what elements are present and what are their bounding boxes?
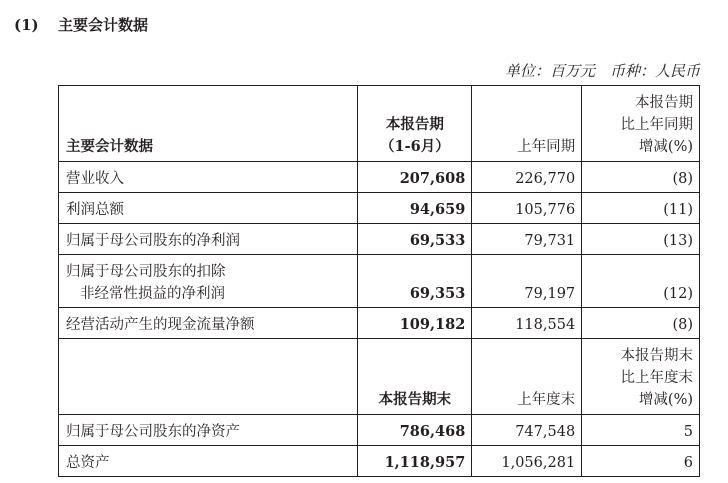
table-subheader-row — [59, 339, 700, 415]
section-heading — [14, 14, 148, 35]
row-current-value: 69,533 — [358, 224, 472, 255]
subheader-change — [582, 339, 700, 415]
row-label: 利润总额 — [59, 193, 358, 224]
table-row — [59, 224, 700, 255]
header-change-line3: 增减(%) — [638, 139, 693, 155]
row-previous-value: 79,731 — [472, 224, 582, 255]
row-current-value: 1,118,957 — [358, 446, 472, 477]
section-number: (1) — [14, 16, 39, 34]
row-current-value: 109,182 — [358, 308, 472, 339]
row-label — [59, 255, 358, 308]
unit-note: 单位：百万元 币种：人民币 — [504, 62, 700, 80]
row-previous-value: 226,770 — [472, 162, 582, 193]
header-previous-period: 上年同期 — [472, 86, 582, 162]
row-current-value: 207,608 — [358, 162, 472, 193]
subheader-change-line2: 比上年度末 — [620, 370, 693, 386]
table-row — [59, 162, 700, 193]
table-row — [59, 308, 700, 339]
header-current-period — [358, 86, 472, 162]
row-label: 经营活动产生的现金流量净额 — [59, 308, 358, 339]
header-change — [582, 86, 700, 162]
header-current-line1: 本报告期 — [385, 116, 444, 133]
row-change-value: (8) — [582, 162, 700, 193]
row-label-line2: 非经常性损益的净利润 — [80, 286, 225, 302]
row-label: 营业收入 — [59, 162, 358, 193]
row-previous-value: 118,554 — [472, 308, 582, 339]
table-row — [59, 415, 700, 446]
row-change-value: (8) — [582, 308, 700, 339]
row-change-value: (11) — [582, 193, 700, 224]
header-current-line2: （1-6月） — [380, 138, 450, 155]
section-title: 主要会计数据 — [58, 16, 149, 34]
row-previous-value: 105,776 — [472, 193, 582, 224]
table-row — [59, 446, 700, 477]
row-label: 归属于母公司股东的净利润 — [59, 224, 358, 255]
row-current-value: 786,468 — [358, 415, 472, 446]
row-change-value: 5 — [582, 415, 700, 446]
row-change-value: (13) — [582, 224, 700, 255]
header-change-line1: 本报告期 — [635, 95, 693, 111]
row-previous-value: 747,548 — [472, 415, 582, 446]
row-label-line1: 归属于母公司股东的扣除 — [66, 264, 226, 280]
row-current-value: 94,659 — [358, 193, 472, 224]
subheader-current-period-end: 本报告期末 — [358, 339, 472, 415]
table-row — [59, 255, 700, 308]
row-change-value: (12) — [582, 255, 700, 308]
table-header-row — [59, 86, 700, 162]
subheader-change-line1: 本报告期末 — [620, 348, 693, 364]
header-change-line2: 比上年同期 — [620, 117, 693, 133]
row-label: 总资产 — [59, 446, 358, 477]
accounting-data-table — [58, 85, 700, 477]
row-previous-value: 1,056,281 — [472, 446, 582, 477]
table-row — [59, 193, 700, 224]
subheader-previous-year-end: 上年度末 — [472, 339, 582, 415]
row-current-value: 69,353 — [358, 255, 472, 308]
row-label: 归属于母公司股东的净资产 — [59, 415, 358, 446]
subheader-change-line3: 增减(%) — [638, 392, 693, 408]
row-change-value: 6 — [582, 446, 700, 477]
row-previous-value: 79,197 — [472, 255, 582, 308]
subheader-empty-cell — [59, 339, 358, 415]
header-label: 主要会计数据 — [59, 86, 358, 162]
